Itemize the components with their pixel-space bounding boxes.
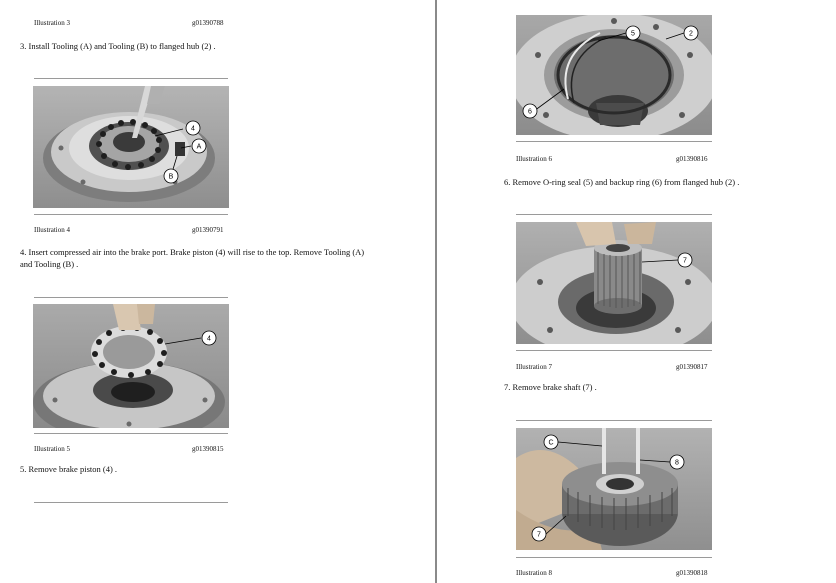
divider [34,433,228,434]
callout-label: 4 [191,125,195,133]
illustration-8-caption: Illustration 8 [516,569,552,577]
illustration-4-photo [33,86,229,208]
illustration-5-code: g01390815 [192,445,224,453]
step-5-text: 5. Remove brake piston (4) . [20,464,118,474]
divider [34,502,228,503]
divider [516,420,712,421]
divider [516,350,712,351]
illustration-4-caption: Illustration 4 [34,226,70,234]
divider [34,297,228,298]
divider [34,214,228,215]
callout-label: 7 [683,257,687,265]
step-6-text: 6. Remove O-ring seal (5) and backup ring (6) from flanged hub (2) . [504,177,740,187]
illustration-6-caption: Illustration 6 [516,155,552,163]
callout-label: C [548,439,554,447]
callout-label: B [168,173,174,181]
divider [34,78,228,79]
illustration-5-photo [33,304,229,428]
step-4-text: 4. Insert compressed air into the brake port. Brake piston (4) will rise to the top. Remove Tooling (A) and Tooling (B) . [20,247,365,269]
illustration-4-code: g01390791 [192,226,224,234]
step-7-text: 7. Remove brake shaft (7) . [504,382,597,392]
divider [516,557,712,558]
callout-label: 7 [537,531,541,539]
illustration-7-code: g01390817 [676,363,708,371]
illustration-8-code: g01390818 [676,569,708,577]
callout-label: 6 [528,108,532,116]
callout-label: A [196,143,202,151]
illustration-3-code: g01390788 [192,19,224,27]
callout-label: 2 [689,30,693,38]
callout-label: 4 [207,335,211,343]
illustration-7-caption: Illustration 7 [516,363,552,371]
illustration-6-photo [516,15,712,135]
page-gutter [430,0,442,583]
divider [516,141,712,142]
divider [516,214,712,215]
step-3-text: 3. Install Tooling (A) and Tooling (B) to flanged hub (2) . [20,41,216,51]
illustration-6-code: g01390816 [676,155,708,163]
illustration-7-photo [516,222,712,344]
illustration-8-photo [516,428,712,550]
right-page [442,0,836,583]
illustration-3-caption: Illustration 3 [34,19,70,27]
illustration-5-caption: Illustration 5 [34,445,70,453]
callout-label: 8 [675,459,679,467]
callout-label: 5 [631,30,635,38]
